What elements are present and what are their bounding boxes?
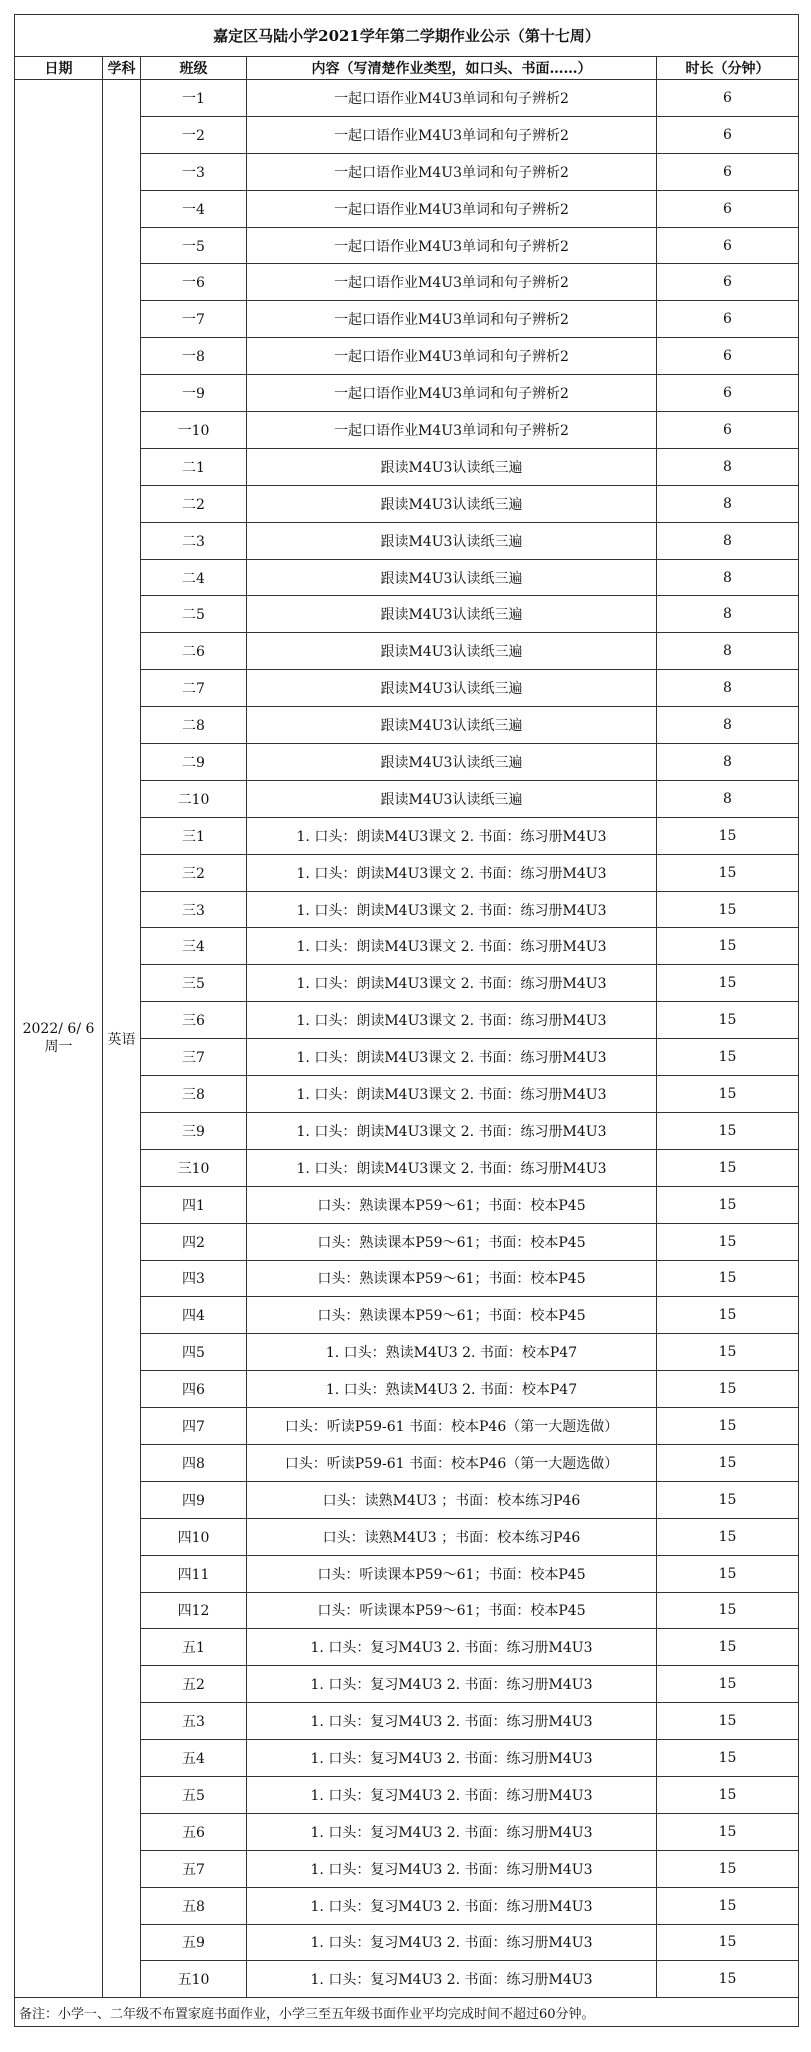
content-cell: 1. 口头：熟读M4U3 2. 书面：校本P47 (247, 1371, 657, 1408)
header-content: 内容（写清楚作业类型，如口头、书面……） (247, 57, 657, 80)
duration-cell: 15 (657, 1666, 799, 1703)
content-cell: 口头：听读P59-61 书面：校本P46（第一大题选做） (247, 1444, 657, 1481)
content-cell: 1. 口头：朗读M4U3课文 2. 书面：练习册M4U3 (247, 891, 657, 928)
content-cell: 1. 口头：复习M4U3 2. 书面：练习册M4U3 (247, 1703, 657, 1740)
class-cell: 五7 (141, 1850, 247, 1887)
class-cell: 四11 (141, 1555, 247, 1592)
header-subject: 学科 (103, 57, 141, 80)
content-cell: 一起口语作业M4U3单词和句子辨析2 (247, 116, 657, 153)
content-cell: 1. 口头：复习M4U3 2. 书面：练习册M4U3 (247, 1666, 657, 1703)
class-cell: 一7 (141, 301, 247, 338)
duration-cell: 6 (657, 375, 799, 412)
duration-cell: 15 (657, 928, 799, 965)
duration-cell: 6 (657, 227, 799, 264)
class-cell: 四12 (141, 1592, 247, 1629)
class-cell: 二8 (141, 707, 247, 744)
duration-cell: 8 (657, 448, 799, 485)
content-cell: 跟读M4U3认读纸三遍 (247, 707, 657, 744)
class-cell: 一2 (141, 116, 247, 153)
duration-cell: 15 (657, 1112, 799, 1149)
content-cell: 跟读M4U3认读纸三遍 (247, 596, 657, 633)
duration-cell: 15 (657, 1039, 799, 1076)
class-cell: 四5 (141, 1334, 247, 1371)
class-cell: 五1 (141, 1629, 247, 1666)
duration-cell: 15 (657, 1813, 799, 1850)
class-cell: 三5 (141, 965, 247, 1002)
duration-cell: 8 (657, 670, 799, 707)
content-cell: 跟读M4U3认读纸三遍 (247, 559, 657, 596)
class-cell: 三6 (141, 1002, 247, 1039)
duration-cell: 6 (657, 338, 799, 375)
content-cell: 口头：熟读课本P59～61；书面：校本P45 (247, 1260, 657, 1297)
table-row (15, 80, 799, 117)
duration-cell: 15 (657, 1703, 799, 1740)
class-cell: 五3 (141, 1703, 247, 1740)
class-cell: 三2 (141, 854, 247, 891)
content-cell: 1. 口头：朗读M4U3课文 2. 书面：练习册M4U3 (247, 1076, 657, 1113)
duration-cell: 8 (657, 633, 799, 670)
class-cell: 三10 (141, 1149, 247, 1186)
class-cell: 三3 (141, 891, 247, 928)
duration-cell: 15 (657, 1223, 799, 1260)
class-cell: 二9 (141, 744, 247, 781)
class-cell: 四9 (141, 1481, 247, 1518)
content-cell: 一起口语作业M4U3单词和句子辨析2 (247, 227, 657, 264)
header-date: 日期 (15, 57, 103, 80)
class-cell: 五5 (141, 1776, 247, 1813)
class-cell: 四6 (141, 1371, 247, 1408)
class-cell: 二3 (141, 522, 247, 559)
class-cell: 三4 (141, 928, 247, 965)
class-cell: 一8 (141, 338, 247, 375)
content-cell: 口头：熟读课本P59～61；书面：校本P45 (247, 1297, 657, 1334)
content-cell: 一起口语作业M4U3单词和句子辨析2 (247, 301, 657, 338)
content-cell: 跟读M4U3认读纸三遍 (247, 448, 657, 485)
title-row (15, 15, 799, 57)
subject-cell: 英语 (103, 80, 141, 1998)
content-cell: 1. 口头：朗读M4U3课文 2. 书面：练习册M4U3 (247, 1149, 657, 1186)
content-cell: 跟读M4U3认读纸三遍 (247, 670, 657, 707)
content-cell: 一起口语作业M4U3单词和句子辨析2 (247, 190, 657, 227)
class-cell: 五2 (141, 1666, 247, 1703)
class-cell: 三1 (141, 817, 247, 854)
class-cell: 三7 (141, 1039, 247, 1076)
class-cell: 一3 (141, 153, 247, 190)
content-cell: 1. 口头：朗读M4U3课文 2. 书面：练习册M4U3 (247, 1002, 657, 1039)
class-cell: 二10 (141, 780, 247, 817)
duration-cell: 8 (657, 744, 799, 781)
header-row (15, 57, 799, 80)
class-cell: 四1 (141, 1186, 247, 1223)
class-cell: 一5 (141, 227, 247, 264)
class-cell: 二7 (141, 670, 247, 707)
duration-cell: 6 (657, 412, 799, 449)
duration-cell: 8 (657, 707, 799, 744)
content-cell: 1. 口头：朗读M4U3课文 2. 书面：练习册M4U3 (247, 965, 657, 1002)
content-cell: 1. 口头：复习M4U3 2. 书面：练习册M4U3 (247, 1776, 657, 1813)
class-cell: 一6 (141, 264, 247, 301)
class-cell: 五6 (141, 1813, 247, 1850)
content-cell: 一起口语作业M4U3单词和句子辨析2 (247, 338, 657, 375)
header-class: 班级 (141, 57, 247, 80)
duration-cell: 6 (657, 116, 799, 153)
class-cell: 三9 (141, 1112, 247, 1149)
duration-cell: 6 (657, 301, 799, 338)
homework-table (14, 14, 799, 2027)
class-cell: 四4 (141, 1297, 247, 1334)
duration-cell: 15 (657, 817, 799, 854)
duration-cell: 15 (657, 1371, 799, 1408)
content-cell: 一起口语作业M4U3单词和句子辨析2 (247, 153, 657, 190)
content-cell: 一起口语作业M4U3单词和句子辨析2 (247, 264, 657, 301)
duration-cell: 15 (657, 891, 799, 928)
page-title: 嘉定区马陆小学2021学年第二学期作业公示（第十七周） (15, 15, 799, 57)
duration-cell: 15 (657, 1149, 799, 1186)
duration-cell: 15 (657, 1076, 799, 1113)
duration-cell: 6 (657, 190, 799, 227)
date-cell (15, 80, 103, 1998)
class-cell: 四8 (141, 1444, 247, 1481)
duration-cell: 15 (657, 1592, 799, 1629)
content-cell: 1. 口头：朗读M4U3课文 2. 书面：练习册M4U3 (247, 1112, 657, 1149)
duration-cell: 15 (657, 1297, 799, 1334)
class-cell: 四7 (141, 1408, 247, 1445)
class-cell: 五10 (141, 1961, 247, 1998)
content-cell: 一起口语作业M4U3单词和句子辨析2 (247, 375, 657, 412)
class-cell: 五9 (141, 1924, 247, 1961)
content-cell: 1. 口头：复习M4U3 2. 书面：练习册M4U3 (247, 1813, 657, 1850)
duration-cell: 15 (657, 1629, 799, 1666)
content-cell: 1. 口头：复习M4U3 2. 书面：练习册M4U3 (247, 1629, 657, 1666)
date-text: 2022/ 6/ 6 (22, 1021, 95, 1038)
duration-cell: 6 (657, 80, 799, 117)
class-cell: 四10 (141, 1518, 247, 1555)
duration-cell: 15 (657, 1555, 799, 1592)
duration-cell: 8 (657, 485, 799, 522)
content-cell: 口头：读熟M4U3 ；书面：校本练习P46 (247, 1481, 657, 1518)
duration-cell: 6 (657, 264, 799, 301)
class-cell: 二4 (141, 559, 247, 596)
content-cell: 口头：听读课本P59～61；书面：校本P45 (247, 1555, 657, 1592)
duration-cell: 15 (657, 1518, 799, 1555)
duration-cell: 8 (657, 559, 799, 596)
content-cell: 口头：读熟M4U3 ；书面：校本练习P46 (247, 1518, 657, 1555)
class-cell: 二6 (141, 633, 247, 670)
content-cell: 口头：熟读课本P59～61；书面：校本P45 (247, 1223, 657, 1260)
duration-cell: 15 (657, 1260, 799, 1297)
content-cell: 1. 口头：熟读M4U3 2. 书面：校本P47 (247, 1334, 657, 1371)
content-cell: 跟读M4U3认读纸三遍 (247, 522, 657, 559)
duration-cell: 15 (657, 1408, 799, 1445)
class-cell: 五4 (141, 1740, 247, 1777)
note-row (15, 1998, 799, 2027)
class-cell: 五8 (141, 1887, 247, 1924)
duration-cell: 15 (657, 1850, 799, 1887)
content-cell: 跟读M4U3认读纸三遍 (247, 485, 657, 522)
content-cell: 1. 口头：朗读M4U3课文 2. 书面：练习册M4U3 (247, 928, 657, 965)
content-cell: 跟读M4U3认读纸三遍 (247, 633, 657, 670)
class-cell: 一4 (141, 190, 247, 227)
content-cell: 1. 口头：复习M4U3 2. 书面：练习册M4U3 (247, 1887, 657, 1924)
duration-cell: 15 (657, 1924, 799, 1961)
content-cell: 1. 口头：朗读M4U3课文 2. 书面：练习册M4U3 (247, 817, 657, 854)
class-cell: 二2 (141, 485, 247, 522)
content-cell: 1. 口头：复习M4U3 2. 书面：练习册M4U3 (247, 1850, 657, 1887)
duration-cell: 15 (657, 1002, 799, 1039)
duration-cell: 15 (657, 1776, 799, 1813)
duration-cell: 8 (657, 522, 799, 559)
class-cell: 二1 (141, 448, 247, 485)
content-cell: 口头：听读课本P59～61；书面：校本P45 (247, 1592, 657, 1629)
duration-cell: 15 (657, 1444, 799, 1481)
class-cell: 四3 (141, 1260, 247, 1297)
duration-cell: 15 (657, 965, 799, 1002)
duration-cell: 15 (657, 1481, 799, 1518)
content-cell: 跟读M4U3认读纸三遍 (247, 744, 657, 781)
duration-cell: 15 (657, 1961, 799, 1998)
duration-cell: 6 (657, 153, 799, 190)
content-cell: 1. 口头：朗读M4U3课文 2. 书面：练习册M4U3 (247, 854, 657, 891)
weekday-text: 周一 (44, 1038, 73, 1055)
content-cell: 口头：听读P59-61 书面：校本P46（第一大题选做） (247, 1408, 657, 1445)
content-cell: 一起口语作业M4U3单词和句子辨析2 (247, 412, 657, 449)
content-cell: 一起口语作业M4U3单词和句子辨析2 (247, 80, 657, 117)
content-cell: 跟读M4U3认读纸三遍 (247, 780, 657, 817)
footnote: 备注：小学一、二年级不布置家庭书面作业，小学三至五年级书面作业平均完成时间不超过60分钟。 (15, 1998, 799, 2027)
class-cell: 一10 (141, 412, 247, 449)
class-cell: 三8 (141, 1076, 247, 1113)
duration-cell: 15 (657, 1334, 799, 1371)
content-cell: 1. 口头：复习M4U3 2. 书面：练习册M4U3 (247, 1961, 657, 1998)
duration-cell: 8 (657, 780, 799, 817)
content-cell: 1. 口头：复习M4U3 2. 书面：练习册M4U3 (247, 1740, 657, 1777)
class-cell: 四2 (141, 1223, 247, 1260)
class-cell: 一9 (141, 375, 247, 412)
duration-cell: 15 (657, 1887, 799, 1924)
header-duration: 时长（分钟） (657, 57, 799, 80)
duration-cell: 15 (657, 1740, 799, 1777)
duration-cell: 15 (657, 854, 799, 891)
class-cell: 二5 (141, 596, 247, 633)
duration-cell: 15 (657, 1186, 799, 1223)
content-cell: 口头：熟读课本P59～61；书面：校本P45 (247, 1186, 657, 1223)
class-cell: 一1 (141, 80, 247, 117)
content-cell: 1. 口头：朗读M4U3课文 2. 书面：练习册M4U3 (247, 1039, 657, 1076)
content-cell: 1. 口头：复习M4U3 2. 书面：练习册M4U3 (247, 1924, 657, 1961)
duration-cell: 8 (657, 596, 799, 633)
